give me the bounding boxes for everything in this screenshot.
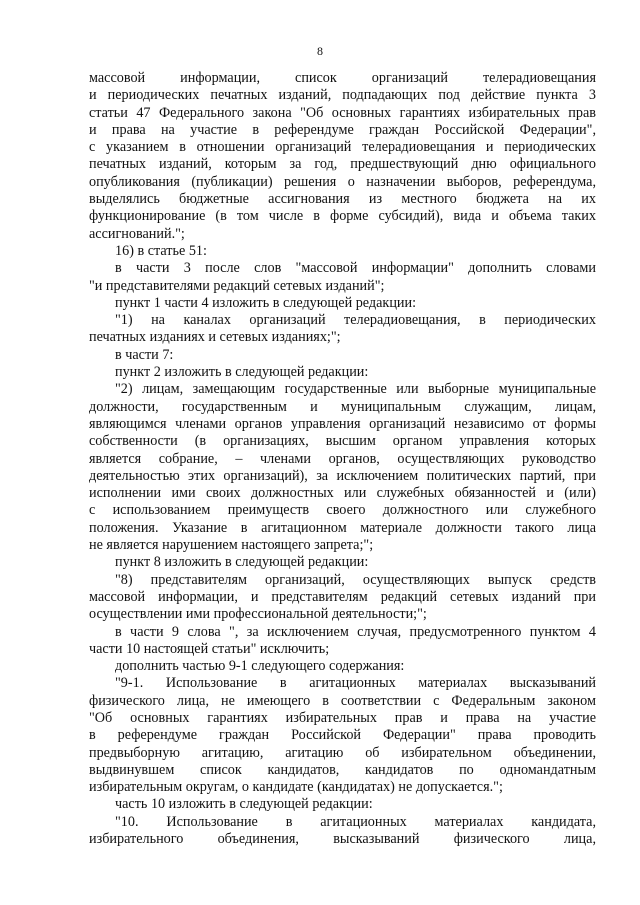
text-line: в части 3 после слов "массовой информации" дополнить словами: [115, 260, 596, 277]
text-line: "10. Использование в агитационных материалах кандидата,: [115, 813, 596, 830]
text-line: не является нарушением настоящего запрета;";: [89, 537, 374, 554]
text-line: функционирование (в том числе в форме субсидий), вида и объема таких: [89, 208, 596, 225]
text-line: "9-1. Использование в агитационных материалах высказываний: [115, 675, 596, 692]
text-line: опубликования (публикации) решения о назначении выборов, референдума,: [89, 173, 596, 190]
text-line: части 10 настоящей статьи" исключить;: [89, 640, 330, 657]
text-line: осуществлении ими профессиональной деятельности;";: [89, 606, 427, 623]
text-line: должности, государственным и муниципальным служащим, лицам,: [89, 398, 596, 415]
text-line: исполнении ими своих должностных или служебных обязанностей и (или): [89, 485, 596, 502]
text-line: является собрание, – членами органов, осуществляющих руководство: [89, 450, 596, 467]
text-line: 16) в статье 51:: [115, 242, 207, 259]
text-line: печатных изданий, которым за год, предшествующий дню официального: [89, 156, 596, 173]
text-line: в части 7:: [115, 346, 174, 363]
page-number: 8: [317, 44, 323, 58]
text-line: печатных изданиях и сетевых изданиях;";: [89, 329, 341, 346]
text-line: избирательного объединения, высказываний физического лица,: [89, 831, 596, 848]
text-line: дополнить частью 9-1 следующего содержания:: [115, 658, 405, 675]
text-line: с указанием в отношении организаций телерадиовещания и периодических: [89, 139, 596, 156]
text-line: и периодических печатных изданий, подпадающих под действие пункта 3: [89, 87, 596, 104]
text-line: в части 9 слова ", за исключением случая, предусмотренного пунктом 4: [115, 623, 596, 640]
text-line: пункт 8 изложить в следующей редакции:: [115, 554, 369, 571]
text-line: положения. Указание в агитационном материале должности такого лица: [89, 519, 596, 536]
text-line: "Об основных гарантиях избирательных прав и права на участие: [89, 709, 596, 726]
text-line: "8) представителям организаций, осуществляющих выпуск средств: [115, 571, 596, 588]
body-text: [89, 70, 596, 848]
text-line: и права на участие в референдуме граждан Российской Федерации",: [89, 121, 596, 138]
text-line: в референдуме граждан Российской Федерации" права проводить: [89, 727, 596, 744]
text-line: "1) на каналах организаций телерадиовещания, в периодических: [115, 312, 596, 329]
text-line: избирательным округам, о кандидате (кандидатах) не допускается.";: [89, 779, 503, 796]
text-line: пункт 1 части 4 изложить в следующей редакции:: [115, 294, 417, 311]
text-line: массовой информации, список организаций телерадиовещания: [89, 70, 596, 86]
text-line: ассигнований.";: [89, 225, 185, 242]
text-line: массовой информации, и представителям редакций сетевых изданий при: [89, 588, 596, 605]
text-line: собственности (в организациях, высшим органом управления которых: [89, 433, 596, 450]
text-line: "2) лицам, замещающим государственные или выборные муниципальные: [115, 381, 596, 398]
text-line: физического лица, не имеющего в соответствии с Федеральным законом: [89, 692, 596, 709]
text-line: выделялись бюджетные ассигнования из местного бюджета на их: [89, 191, 596, 208]
text-line: выдвинувшем список кандидатов, кандидатов по одномандатным: [89, 761, 596, 778]
text-line: являющимся членами органов управления организаций независимо от формы: [89, 415, 596, 432]
text-line: "и представителями редакций сетевых изданий";: [89, 277, 385, 294]
text-line: пункт 2 изложить в следующей редакции:: [115, 364, 369, 381]
text-line: часть 10 изложить в следующей редакции:: [115, 796, 373, 813]
text-line: предвыборную агитацию, агитацию об избирательном объединении,: [89, 744, 596, 761]
text-line: деятельностью этих организаций), за исключением политических партий, при: [89, 467, 596, 484]
text-line: статьи 47 Федерального закона "Об основных гарантиях избирательных прав: [89, 104, 596, 121]
text-line: с использованием преимуществ своего должностного или служебного: [89, 502, 596, 519]
